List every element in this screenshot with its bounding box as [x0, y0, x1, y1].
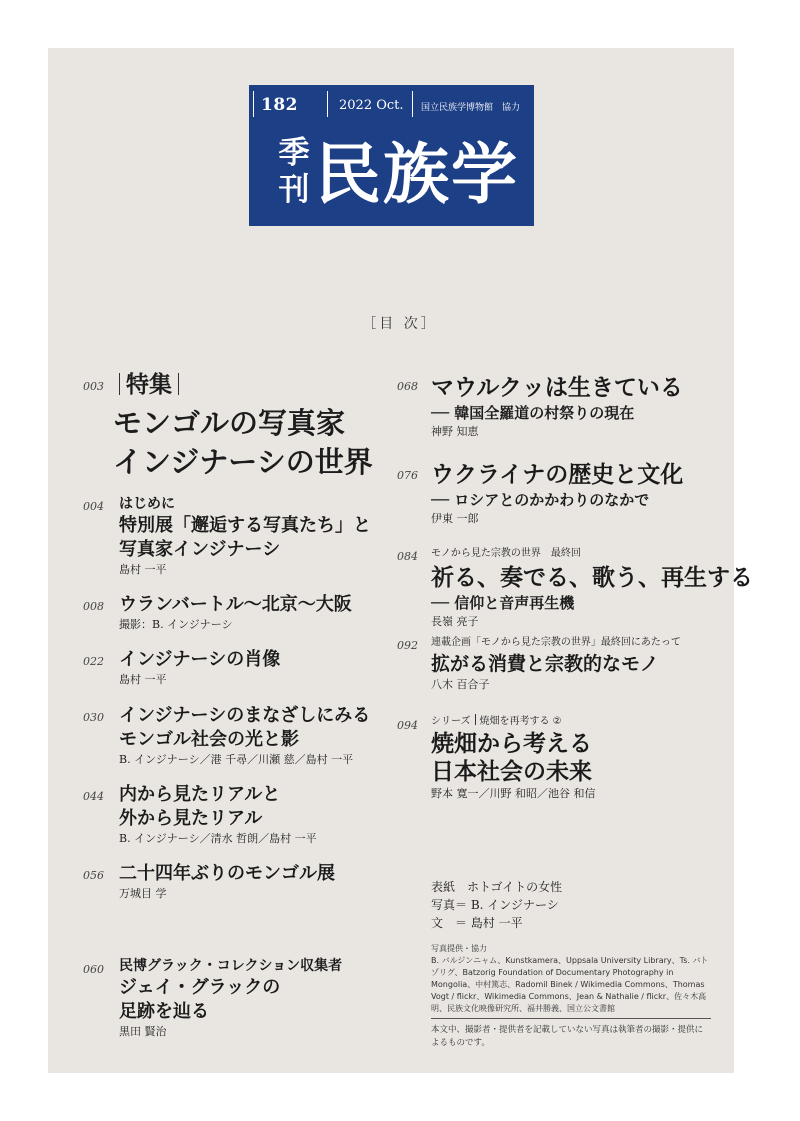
- entry-author: 黒田 賢治: [119, 1025, 167, 1038]
- entry-author: B. インジナーシ／清水 哲朗／島村 一平: [119, 832, 317, 845]
- entry-author: 伊東 一郎: [431, 512, 479, 525]
- entry-title: 拡がる消費と宗教的なモノ: [431, 653, 659, 675]
- toc-entry[interactable]: [119, 704, 370, 768]
- feature-label: 特集: [113, 370, 373, 400]
- feature-title: インジナーシの世界: [113, 445, 373, 479]
- entry-author: 八木 百合子: [431, 678, 490, 691]
- page-number: 030: [83, 711, 104, 724]
- page-number: 092: [397, 639, 418, 652]
- entry-author: 島村 一平: [119, 563, 167, 576]
- entry-title: ウランバートル〜北京〜大阪: [119, 594, 352, 615]
- masthead: [249, 85, 534, 226]
- entry-title: マウルクッは生きている: [431, 374, 683, 401]
- entry-series: シリーズ 焼畑を再考する ②: [431, 716, 562, 727]
- page-number: 068: [397, 380, 418, 393]
- quarterly-label: 季 刊: [278, 135, 310, 208]
- masthead-divider: [253, 91, 254, 117]
- entry-series: モノから見た宗教の世界 最終回: [431, 548, 581, 559]
- entry-author: 野本 寛一／川野 和昭／池谷 和信: [431, 787, 596, 800]
- entry-series: 連載企画「モノから見た宗教の世界」最終回にあたって: [431, 637, 681, 648]
- entry-author: 神野 知恵: [431, 425, 479, 438]
- toc-entry[interactable]: [119, 956, 342, 1040]
- magazine-title: 民族学: [315, 135, 519, 213]
- toc-heading: ［目 次］: [362, 316, 438, 332]
- entry-title: 写真家インジナーシ: [119, 539, 281, 560]
- page-number: 084: [397, 550, 418, 563]
- entry-lead: 民博グラック・コレクション収集者: [119, 958, 343, 974]
- page-number: 003: [83, 380, 104, 393]
- entry-title: 特別展「邂逅する写真たち」と: [119, 515, 371, 536]
- cooperation-credit: 国立民族学博物館 協力: [421, 103, 521, 113]
- entry-subtitle: ── ロシアとのかかわりのなかで: [431, 491, 650, 509]
- page-number: 022: [83, 655, 104, 668]
- entry-author: 撮影：B. インジナーシ: [119, 618, 233, 631]
- entry-title: 足跡を辿る: [119, 1001, 209, 1022]
- page-number: 004: [83, 500, 104, 513]
- entry-author: 万城目 学: [119, 887, 167, 900]
- toc-entry[interactable]: [431, 372, 683, 440]
- entry-title: インジナーシの肖像: [119, 649, 281, 670]
- toc-entry[interactable]: [119, 862, 335, 902]
- feature-entry[interactable]: [113, 370, 373, 482]
- entry-subtitle: ── 信仰と音声再生機: [431, 594, 575, 612]
- entry-title: ジェイ・グラックの: [119, 977, 281, 998]
- toc-entry[interactable]: [431, 546, 753, 630]
- entry-author: B. インジナーシ／港 千尋／川瀬 慈／島村 一平: [119, 753, 354, 766]
- page-number: 094: [397, 719, 418, 732]
- toc-entry[interactable]: [119, 648, 280, 688]
- entry-title: モンゴル社会の光と影: [119, 729, 299, 750]
- page-number: 008: [83, 600, 104, 613]
- toc-entry[interactable]: [431, 635, 681, 693]
- toc-entry[interactable]: [431, 459, 683, 527]
- entry-title: インジナーシのまなざしにみる: [119, 705, 371, 726]
- toc-entry[interactable]: [119, 593, 352, 633]
- toc-entry[interactable]: [119, 494, 371, 578]
- page-number: 044: [83, 790, 104, 803]
- issue-date: 2022 Oct.: [339, 98, 404, 113]
- toc-entry[interactable]: [119, 783, 317, 847]
- entry-title: 二十四年ぶりのモンゴル展: [119, 863, 335, 884]
- page-number: 076: [397, 469, 418, 482]
- photo-note: 本文中、撮影者・提供者を記載していない写真は執筆者の撮影・提供によるものです。: [431, 1025, 704, 1048]
- entry-author: 島村 一平: [119, 673, 167, 686]
- entry-title: 内から見たリアルと: [119, 784, 281, 805]
- entry-subtitle: ── 韓国全羅道の村祭りの現在: [431, 404, 635, 422]
- photo-credits: 写真提供・協力 B. バルジンニャム、Kunstkamera、Uppsala University Library、Ts. バトゾリグ、Batzorig Foundation of Documentary Photography in Mongolia、中村篤志、Radomil Binek / Wikimedia Commons、Thomas Vogt / flickr、Wikimedia Commons、Jean & Nathalie / flickr、佐々木高明、民族文化映像研究所、福井勝義、国立公文書館: [431, 944, 709, 1013]
- entry-author: 長嶺 亮子: [431, 615, 479, 628]
- masthead-divider: [327, 91, 328, 117]
- entry-title: 外から見たリアル: [119, 808, 263, 829]
- entry-title: 焼畑から考える: [431, 730, 592, 757]
- entry-lead: はじめに: [119, 496, 175, 512]
- entry-title: ウクライナの歴史と文化: [431, 461, 684, 488]
- divider: [431, 1018, 711, 1019]
- masthead-divider: [412, 91, 413, 117]
- issue-number: 182: [261, 95, 298, 115]
- entry-title: 日本社会の未来: [431, 758, 592, 785]
- toc-entry[interactable]: [431, 714, 596, 802]
- page-number: 060: [83, 963, 104, 976]
- entry-title: 祈る、奏でる、歌う、再生する: [431, 564, 753, 591]
- page-number: 056: [83, 869, 104, 882]
- cover-info: 表紙 ホトゴイトの女性 写真＝ B. インジナーシ 文 ＝ 島村 一平: [431, 880, 563, 930]
- feature-title: モンゴルの写真家: [113, 406, 346, 440]
